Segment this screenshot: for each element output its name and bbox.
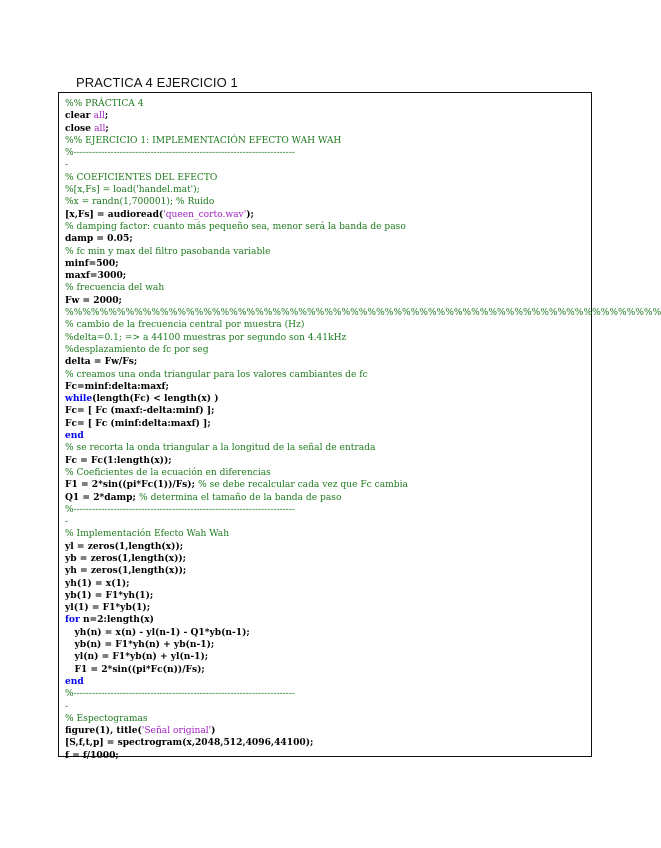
code-line [65,123,591,135]
code-comment: %% EJERCICIO 1: IMPLEMENTACIÓN EFECTO WAH WAH [65,135,342,146]
code-line [65,688,591,700]
code-line [65,246,591,258]
code-comment: % cambio de la frecuencia central por muestra (Hz) [65,320,305,331]
code-line [65,159,591,171]
code-comment: %------------------------------------------------------------------------ [65,689,295,700]
code-line [65,725,591,737]
code-text: [S,f,t,p] = spectrogram(x,2048,512,4096,44100); [65,737,314,749]
code-line [65,344,591,356]
code-line [65,233,591,245]
code-comment: % Espectogramas [65,713,148,724]
code-comment: % creamos una onda triangular para los valores cambiantes de fc [65,369,368,380]
code-comment: % fc min y max del filtro pasobanda variable [65,246,271,257]
code-line [65,541,591,553]
code-string: 'Señal original' [141,726,212,737]
code-comment: % Implementación Efecto Wah Wah [65,529,230,540]
code-line [65,528,591,540]
code-text: yb(n) = F1*yh(n) + yb(n-1); [65,639,215,651]
code-text: Fc= [ Fc (minf:delta:maxf) ]; [65,417,211,429]
code-line [65,196,591,208]
code-comment: %x = randn(1,700001); % Ruido [65,197,215,208]
code-line [65,332,591,344]
code-text: ; [104,110,109,122]
code-text: yl(n) = F1*yb(n) + yl(n-1); [65,651,209,663]
code-text: minf=500; [65,257,119,269]
code-line [65,430,591,442]
code-string: 'queen_corto.wav' [163,209,247,220]
code-comment: %[x,Fs] = load('handel.mat'); [65,185,200,196]
code-text: Fc= [ Fc (maxf:-delta:minf) ]; [65,405,215,417]
code-comment: % damping factor: cuanto más pequeño sea, menor será la banda de paso [65,221,406,232]
code-text: yb(1) = F1*yh(1); [65,589,154,601]
code-text: ) [211,725,216,737]
code-text: ; [105,122,109,134]
code-line [65,172,591,184]
code-text: f = f/1000; [65,749,119,761]
code-line [65,713,591,725]
code-text: Q1 = 2*damp; [65,491,140,503]
code-keyword: for [65,614,80,626]
code-text: yh(1) = x(1); [65,577,130,589]
code-keyword: while [65,393,93,405]
code-comment: %delta=0.1; => a 44100 muestras por segundo son 4.41kHz [65,332,347,343]
code-line [65,479,591,491]
code-line [65,492,591,504]
code-text: yb = zeros(1,length(x)); [65,552,187,564]
code-text: yl(1) = F1*yb(1); [65,602,151,614]
code-text: close [65,122,95,134]
code-line [65,307,661,319]
code-text: figure(1), title( [65,725,142,737]
code-text: F1 = 2*sin((pi*Fc(1))/Fs); [65,479,199,491]
code-text: (length(Fc) < length(x) ) [92,393,219,405]
code-line [65,737,591,749]
code-line [65,418,591,430]
code-line [65,651,591,663]
code-text: n=2:length(x) [79,614,154,626]
code-comment: %------------------------------------------------------------------------ [65,148,295,159]
code-line [65,639,591,651]
code-line [65,627,591,639]
code-line [65,578,591,590]
code-line [65,98,591,110]
code-line [65,110,591,122]
code-comment: % determina el tamaño de la banda de paso [139,492,342,503]
code-comment: %% PRÁCTICA 4 [65,99,144,109]
code-listing [58,92,661,761]
code-comment: - [65,517,69,528]
code-line [65,504,591,516]
code-line [65,602,591,614]
code-text: yl = zeros(1,length(x)); [65,540,184,552]
code-line [65,369,591,381]
code-text: clear [65,110,94,122]
code-line [65,381,591,393]
code-text: yh = zeros(1,length(x)); [65,565,187,577]
code-comment: % frecuencia del wah [65,283,165,294]
code-comment: %------------------------------------------------------------------------ [65,504,295,515]
code-line [65,356,591,368]
code-comment: % se debe recalcular cada vez que Fc cambia [198,480,408,491]
code-string: all [94,123,106,134]
code-text: Fc=minf:delta:maxf; [65,380,169,392]
code-comment: %%%%%%%%%%%%%%%%%%%%%%%%%%%%%%%%%%%%%%%%%%%%%%%%%%%%%%%%%%%%%%%%%%%%% [65,308,661,319]
code-line [65,701,591,713]
code-line [65,676,591,688]
code-text: delta = Fw/Fs; [65,356,138,368]
code-text: ); [246,208,254,220]
code-comment: % se recorta la onda triangular a la longitud de la señal de entrada [65,443,376,454]
code-text: F1 = 2*sin((pi*Fc(n))/Fs); [65,663,205,675]
code-line [65,664,591,676]
code-line [65,614,591,626]
code-text: [x,Fs] = audioread( [65,208,164,220]
code-text: yh(n) = x(n) - yl(n-1) - Q1*yb(n-1); [65,626,250,638]
code-line [65,393,591,405]
code-line [65,405,591,417]
code-line [65,319,591,331]
code-line [65,258,591,270]
code-line [65,516,591,528]
code-line [65,442,591,454]
code-line [65,750,591,762]
code-comment: % Coeficientes de la ecuación en diferencias [65,467,271,478]
code-line [65,455,591,467]
code-text: Fw = 2000; [65,294,122,306]
code-line [65,147,591,159]
code-comment: %desplazamiento de fc por seg [65,344,209,355]
code-line [65,135,591,147]
code-line [65,270,591,282]
code-text: maxf=3000; [65,270,127,282]
code-string: all [93,111,105,122]
code-comment: - [65,701,69,712]
code-text: damp = 0.05; [65,233,133,245]
code-text: Fc = Fc(1:length(x)); [65,454,172,466]
code-line [65,295,591,307]
code-line [65,565,591,577]
code-comment: % COEFICIENTES DEL EFECTO [65,172,218,183]
code-line [65,467,591,479]
code-line [65,221,591,233]
code-keyword: end [65,430,84,442]
code-line [65,209,591,221]
code-comment: - [65,160,69,171]
code-line [65,282,591,294]
page-title: PRACTICA 4 EJERCICIO 1 [76,75,238,90]
code-line [65,590,591,602]
code-line [65,553,591,565]
code-line [65,184,591,196]
code-keyword: end [65,675,84,687]
